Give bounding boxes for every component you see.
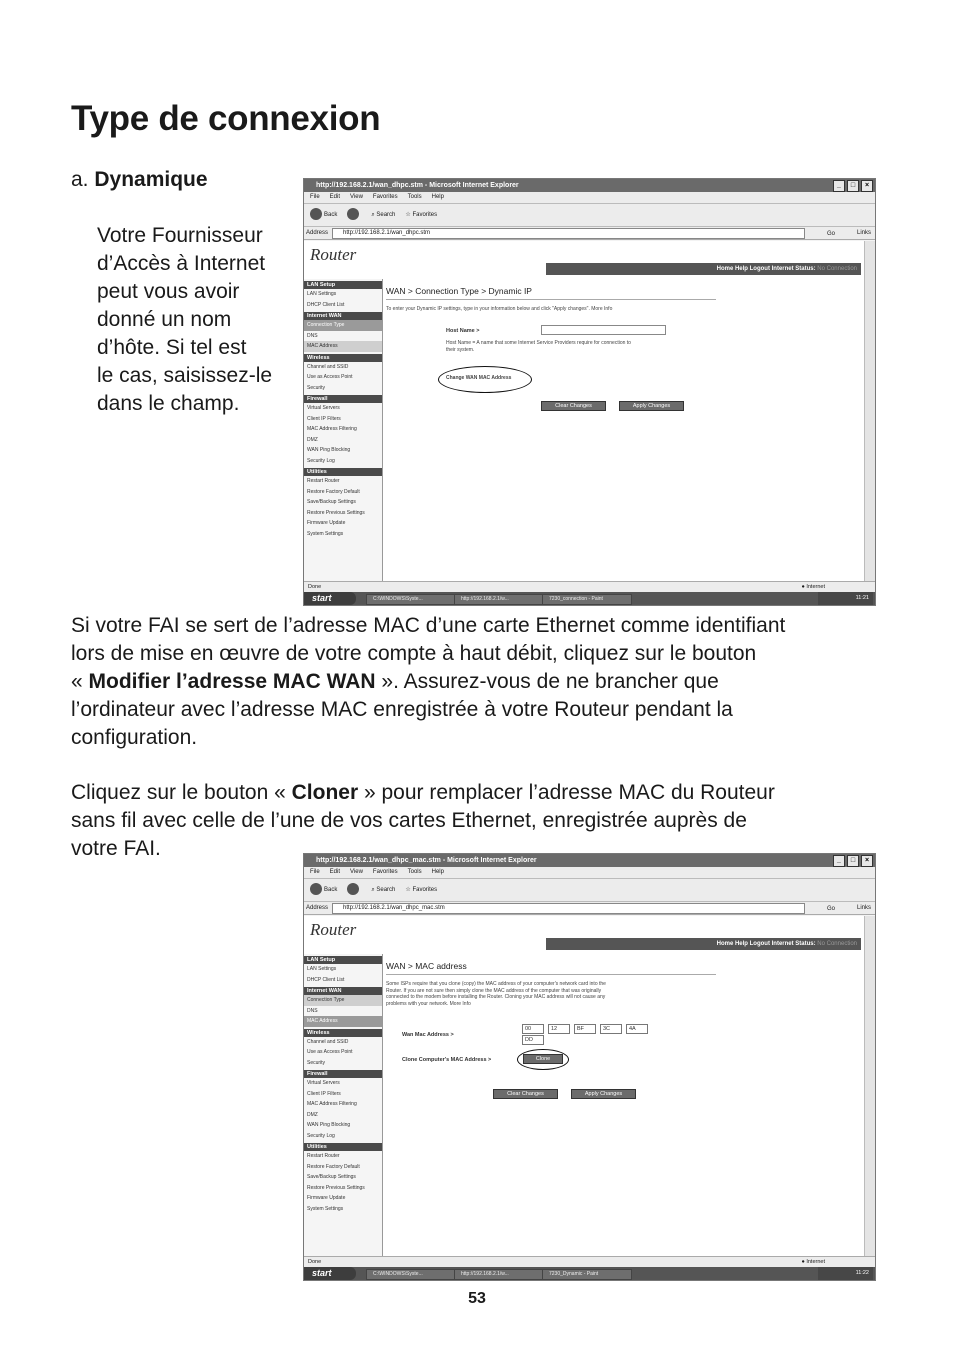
go-button[interactable]: Go (826, 906, 835, 912)
status-done: Done (308, 1259, 322, 1265)
body-line: d’hôte. Si tel est (97, 336, 247, 359)
section-title (71, 166, 208, 194)
para-line: configuration. (71, 726, 198, 749)
router-logo: Router (310, 245, 357, 264)
taskbar (304, 1267, 875, 1280)
status-zone: ● Internet (801, 1259, 825, 1265)
section-title-bold: Dynamique (94, 168, 208, 191)
sidebar-item[interactable]: System Settings (307, 1205, 344, 1212)
mac-octet-input[interactable]: BF (574, 1024, 596, 1034)
browser-toolbar (304, 879, 875, 902)
sidebar-item[interactable]: DNS (307, 1007, 318, 1014)
taskbar-item[interactable]: 7230_Dynamic - Paint (542, 1269, 632, 1280)
body-line: Votre Fournisseur (97, 224, 263, 247)
menu-favorites[interactable]: Favorites (372, 194, 398, 200)
sidebar-item[interactable]: Restore Factory Default (307, 1163, 360, 1170)
sidebar-item[interactable]: Restore Previous Settings (307, 509, 365, 516)
para-line (71, 779, 775, 807)
para-line (71, 668, 785, 696)
back-button[interactable] (310, 879, 337, 901)
sidebar-item[interactable]: Security Log (307, 457, 335, 464)
highlight-circle (517, 1049, 569, 1070)
status-zone-label: Internet (806, 1259, 825, 1265)
sidebar-item[interactable]: DNS (307, 332, 318, 339)
page-content (304, 241, 875, 581)
para-bold: Modifier l’adresse MAC WAN (88, 670, 376, 693)
sidebar-section-header: Utilities (304, 468, 382, 476)
sidebar-item[interactable]: Connection Type (304, 995, 382, 1006)
links-button[interactable]: Links (856, 905, 871, 911)
menu-view[interactable]: View (350, 869, 363, 875)
para-line: lors de mise en œuvre de votre compte à haut débit, cliquez sur le bouton (71, 642, 757, 665)
status-bar (304, 1256, 875, 1267)
main-panel (386, 954, 861, 1256)
address-bar (304, 227, 875, 240)
sidebar-item[interactable]: Restore Previous Settings (307, 1184, 365, 1191)
window-titlebar (304, 854, 875, 867)
para-line: l’ordinateur avec l’adresse MAC enregistrée à votre Routeur pendant la (71, 698, 733, 721)
section-prefix: a. (71, 168, 95, 191)
paragraph-clone (71, 779, 775, 863)
intro-line: connected to the modem before installing the Router. Cloning your MAC address will not cause any (386, 994, 606, 1000)
start-button[interactable] (304, 1267, 356, 1280)
start-label: start (312, 1268, 332, 1278)
router-sidebar (304, 954, 383, 1256)
top-nav (546, 938, 861, 950)
screenshot-dynamic-ip (303, 178, 876, 606)
sidebar-item[interactable]: Virtual Servers (307, 405, 340, 411)
favorites-label: Favorites (412, 887, 438, 893)
start-label: start (312, 593, 332, 603)
minimize-icon[interactable]: _ (833, 180, 845, 192)
para-line: sans fil avec celle de l’une de vos cartes Ethernet, enregistrée auprès de (71, 809, 747, 832)
favorites-button[interactable]: ☆ Favorites (405, 887, 438, 893)
menu-file[interactable]: File (310, 869, 320, 875)
section-body (97, 222, 272, 418)
mac-octet-input[interactable]: 4A (626, 1024, 648, 1034)
menu-favorites[interactable]: Favorites (372, 869, 398, 875)
taskbar-item[interactable]: http://192.168.2.1/w... (454, 1269, 544, 1280)
sidebar-item[interactable]: MAC Address (304, 341, 382, 352)
back-icon (310, 883, 322, 895)
screenshot-mac-address (303, 853, 876, 1281)
sidebar-item[interactable]: LAN Settings (307, 966, 337, 972)
sidebar-section-header: Firewall (304, 395, 382, 403)
para-text: » pour remplacer l’adresse MAC du Routeur (358, 781, 775, 804)
clone-label: Clone Computer's MAC Address > (402, 1057, 492, 1063)
search-button[interactable]: ⌕ Search (371, 212, 396, 218)
address-label: Address (306, 905, 329, 911)
sidebar-item[interactable]: MAC Address Filtering (307, 426, 357, 432)
sidebar-section-header: Firewall (304, 1070, 382, 1078)
sidebar-item[interactable]: Restart Router (307, 1153, 340, 1159)
search-label: Search (376, 212, 396, 218)
para-line: votre FAI. (71, 837, 161, 860)
sidebar-section-header: Utilities (304, 1143, 382, 1151)
top-nav-links[interactable]: Home Help Logout Internet Status: (716, 941, 816, 947)
intro-text (386, 981, 861, 1007)
forward-icon[interactable] (347, 879, 361, 901)
sidebar-section-header: Wireless (304, 1029, 382, 1037)
divider (386, 299, 716, 300)
wan-mac-label: Wan Mac Address > (402, 1032, 454, 1038)
page-title: Type de connexion (71, 99, 381, 138)
main-panel (386, 279, 861, 581)
menu-view[interactable]: View (350, 194, 363, 200)
sidebar-item[interactable]: MAC Address Filtering (307, 1101, 357, 1107)
host-note-line: Host Name = A name that some Internet Service Providers require for connection to (446, 340, 631, 346)
para-bold: Cloner (291, 781, 359, 804)
host-note-line: their system. (446, 346, 475, 353)
status-bar (304, 581, 875, 592)
sidebar-item[interactable]: System Settings (307, 530, 344, 537)
breadcrumb: WAN > MAC address (386, 961, 467, 971)
clear-changes-button[interactable]: Clear Changes (541, 401, 606, 411)
breadcrumb: WAN > Connection Type > Dynamic IP (386, 286, 532, 296)
start-button[interactable] (304, 592, 356, 605)
intro-line: Router. If you are not sure then simply clone the MAC address of the computer that was originally (386, 987, 602, 994)
sidebar-item[interactable]: Restart Router (307, 478, 340, 484)
top-nav (546, 263, 861, 275)
host-name-label: Host Name > (446, 328, 480, 334)
menu-edit[interactable]: Edit (329, 869, 341, 875)
page-content (304, 916, 875, 1256)
favorites-label: Favorites (412, 212, 438, 218)
back-label: Back (324, 887, 338, 893)
sidebar-item[interactable]: Security (307, 1059, 326, 1066)
sidebar-item[interactable]: Restore Factory Default (307, 488, 360, 495)
intro-text: To enter your Dynamic IP settings, type in your information below and click "Apply changes". More Info (386, 306, 613, 312)
maximize-icon[interactable]: □ (847, 855, 859, 867)
sidebar-item[interactable]: Channel and SSID (307, 363, 349, 370)
sidebar-item[interactable]: MAC Address (304, 1016, 382, 1027)
search-button[interactable]: ⌕ Search (371, 887, 396, 893)
menu-file[interactable]: File (310, 194, 320, 200)
para-text: ». Assurez-vous de ne brancher que (375, 670, 719, 693)
back-label: Back (324, 212, 338, 218)
status-zone: ● Internet (801, 584, 825, 590)
address-bar (304, 902, 875, 915)
sidebar-item[interactable]: DHCP Client List (307, 301, 345, 308)
sidebar-item[interactable]: DMZ (307, 436, 318, 443)
menu-edit[interactable]: Edit (329, 194, 341, 200)
back-icon (310, 208, 322, 220)
intro-line: problems with your network. More Info (386, 1000, 471, 1007)
close-icon[interactable]: × (861, 855, 873, 867)
sidebar-section-header: Internet WAN (304, 312, 382, 320)
apply-changes-button[interactable]: Apply Changes (619, 401, 684, 411)
sidebar-item[interactable]: LAN Settings (307, 291, 337, 297)
router-sidebar (304, 279, 383, 581)
status-done: Done (308, 584, 322, 590)
favorites-button[interactable]: ☆ Favorites (405, 212, 438, 218)
mac-octet-input[interactable]: 12 (548, 1024, 570, 1034)
maximize-icon[interactable]: □ (847, 180, 859, 192)
menu-tools[interactable]: Tools (407, 194, 422, 200)
sidebar-item[interactable]: Save/Backup Settings (307, 1174, 356, 1180)
taskbar-item[interactable]: C:\WINDOWS\Syste... (366, 1269, 456, 1280)
sidebar-item[interactable]: Save/Backup Settings (307, 499, 356, 505)
menu-help[interactable]: Help (431, 869, 444, 875)
change-mac-link[interactable]: Change WAN MAC Address (446, 375, 512, 381)
window-title: http://192.168.2.1/wan_dhpc.stm - Microsoft Internet Explorer (316, 182, 519, 189)
sidebar-item[interactable]: WAN Ping Blocking (307, 1122, 351, 1128)
apply-changes-button[interactable]: Apply Changes (571, 1089, 636, 1099)
router-logo: Router (310, 920, 357, 939)
divider (386, 974, 716, 975)
paragraph-mac (71, 612, 785, 752)
sidebar-item[interactable]: Virtual Servers (307, 1080, 340, 1086)
menu-bar (304, 867, 875, 879)
sidebar-item[interactable]: Firmware Update (307, 1195, 346, 1201)
mac-octet-input[interactable]: 00 (522, 1024, 544, 1034)
sidebar-item[interactable]: Connection Type (304, 320, 382, 331)
host-note (446, 340, 631, 353)
top-nav-links[interactable]: Home Help Logout Internet Status: (716, 266, 816, 272)
internet-status: No Connection (817, 266, 857, 272)
menu-help[interactable]: Help (431, 194, 444, 200)
page-number: 53 (468, 1290, 486, 1307)
sidebar-item[interactable]: DHCP Client List (307, 976, 345, 983)
sidebar-section-header: Wireless (304, 354, 382, 362)
go-button[interactable]: Go (826, 231, 835, 237)
sidebar-item[interactable]: Use as Access Point (307, 1049, 353, 1055)
body-line: donné un nom (97, 308, 232, 331)
host-name-input[interactable] (541, 325, 666, 335)
window-title: http://192.168.2.1/wan_dhpc_mac.stm - Microsoft Internet Explorer (316, 857, 537, 864)
window-titlebar (304, 179, 875, 192)
sidebar-section-header: LAN Setup (304, 956, 382, 964)
mac-octet-input[interactable]: 3C (600, 1024, 622, 1034)
forward-icon[interactable] (347, 204, 361, 226)
taskbar-item[interactable]: http://192.168.2.1/w... (454, 594, 544, 605)
sidebar-item[interactable]: Use as Access Point (307, 374, 353, 380)
body-line: d’Accès à Internet (97, 252, 266, 275)
clear-changes-button[interactable]: Clear Changes (493, 1089, 558, 1099)
para-text: « (71, 670, 89, 693)
mac-octet-input[interactable]: DD (522, 1035, 544, 1045)
menu-tools[interactable]: Tools (407, 869, 422, 875)
links-button[interactable]: Links (856, 230, 871, 236)
sidebar-item[interactable]: Security Log (307, 1132, 335, 1139)
sidebar-item[interactable]: Client IP Filters (307, 415, 341, 422)
scrollbar[interactable] (864, 241, 875, 581)
minimize-icon[interactable]: _ (833, 855, 845, 867)
status-zone-label: Internet (806, 584, 825, 590)
sidebar-item[interactable]: WAN Ping Blocking (307, 447, 351, 453)
browser-toolbar (304, 204, 875, 227)
sidebar-item[interactable]: Channel and SSID (307, 1038, 349, 1045)
back-button[interactable] (310, 204, 337, 226)
body-line: le cas, saisissez-le (97, 364, 273, 387)
close-icon[interactable]: × (861, 180, 873, 192)
scrollbar[interactable] (864, 916, 875, 1256)
body-line: peut vous avoir (97, 280, 240, 303)
address-input[interactable]: http://192.168.2.1/wan_dhpc_mac.stm (332, 903, 805, 914)
intro-line: Some ISPs require that you clone (copy) the MAC address of your computer's network card into the (386, 981, 606, 987)
search-label: Search (376, 887, 396, 893)
taskbar-item[interactable]: 7230_connection - Paint (542, 594, 632, 605)
sidebar-item[interactable]: Firmware Update (307, 520, 346, 526)
internet-status: No Connection (817, 941, 857, 947)
clone-button[interactable]: Clone (523, 1054, 563, 1064)
menu-bar (304, 192, 875, 204)
sidebar-section-header: Internet WAN (304, 987, 382, 995)
taskbar-item[interactable]: C:\WINDOWS\Syste... (366, 594, 456, 605)
sidebar-section-header: LAN Setup (304, 281, 382, 289)
body-line: dans le champ. (97, 392, 240, 415)
sidebar-item[interactable]: Client IP Filters (307, 1090, 341, 1097)
highlight-circle (438, 366, 532, 393)
para-line: Si votre FAI se sert de l’adresse MAC d’une carte Ethernet comme identifiant (71, 614, 786, 637)
sidebar-item[interactable]: DMZ (307, 1111, 318, 1118)
para-text: Cliquez sur le bouton « (71, 781, 292, 804)
address-label: Address (306, 230, 329, 236)
sidebar-item[interactable]: Security (307, 384, 326, 391)
taskbar (304, 592, 875, 605)
clock: 11:22 (818, 1267, 873, 1280)
address-input[interactable]: http://192.168.2.1/wan_dhpc.stm (332, 228, 805, 239)
clock: 11:21 (818, 592, 873, 605)
